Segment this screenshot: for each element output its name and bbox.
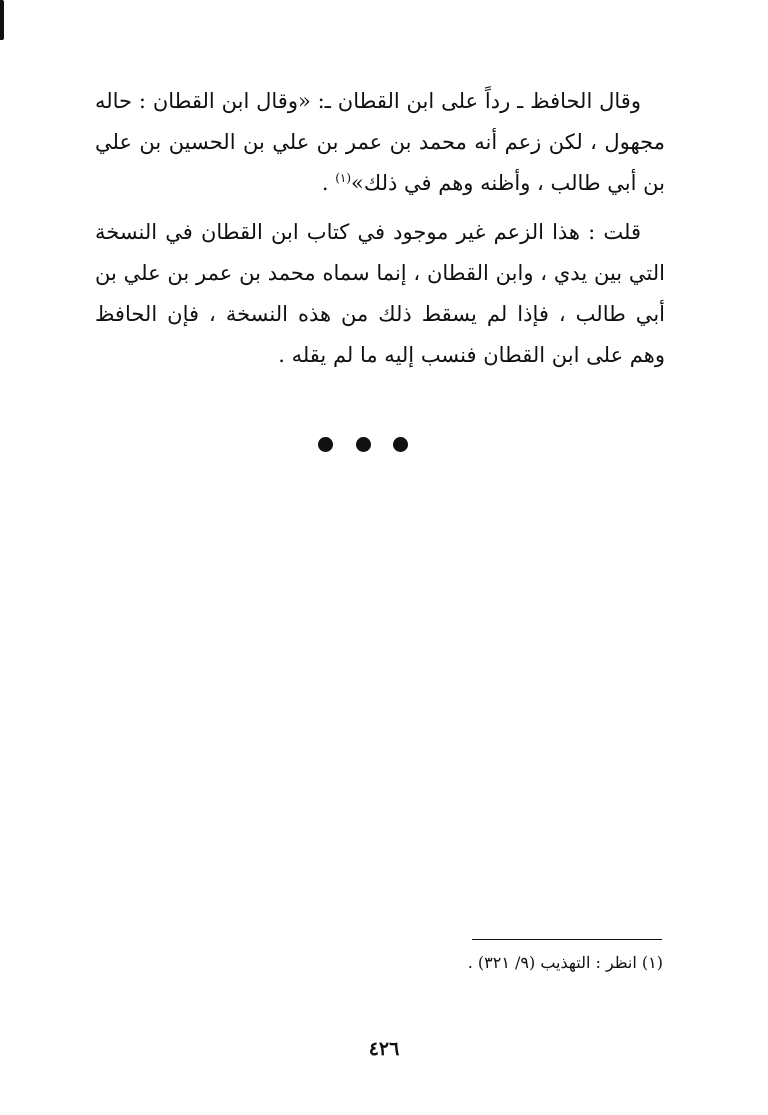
paragraph-2-text: قلت : هذا الزعم غير موجود في كتاب ابن القطان في النسخة التي بين يدي ، وابن القطان ، إنما سماه محمد بن عمر بن علي بن أبي طالب ، فإذا لم يسقط ذلك من هذه النسخة ، فإن الحافظ وهم على ابن القطان فنسب إليه ما لم يقله .	[95, 220, 665, 367]
ornament-dot	[393, 437, 408, 452]
footnote-reference-mark: (١)	[335, 171, 352, 185]
paragraph-1-text: وقال الحافظ ـ رداً على ابن القطان ـ: «وقال ابن القطان : حاله مجهول ، لكن زعم أنه محمد بن عمر بن علي بن الحسين بن علي بن أبي طالب ، وأظنه وهم في ذلك»	[95, 89, 665, 195]
ornament-dot	[356, 437, 371, 452]
section-end-ornament	[318, 434, 408, 454]
paragraph-quote	[95, 81, 665, 204]
page-edge-mark	[0, 0, 4, 40]
footnote-separator	[472, 939, 662, 940]
paragraph-1-ending: .	[321, 171, 336, 195]
footnote: (١) انظر : التهذيب (٩/ ٣٢١) .	[467, 953, 663, 972]
paragraph-comment	[95, 212, 665, 376]
ornament-dot	[318, 437, 333, 452]
page-number: ٤٢٦	[368, 1038, 400, 1060]
